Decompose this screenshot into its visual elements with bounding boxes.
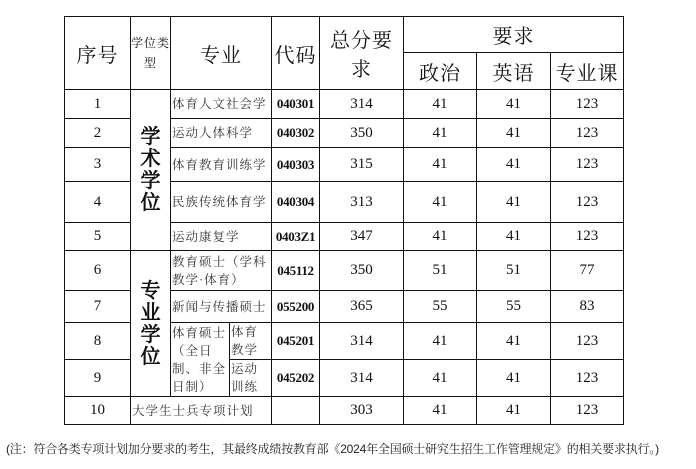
politics: 41 — [404, 223, 477, 251]
politics: 41 — [404, 323, 477, 360]
footnote: (注：符合各类专项计划加分要求的考生，其最终成绩按教育部《2024年全国硕士研究生招生工作管理规定》的相关要求执行。) — [6, 442, 659, 456]
code: 040304 — [272, 182, 320, 223]
row-index: 9 — [65, 360, 131, 397]
table-row — [65, 251, 624, 291]
english: 41 — [477, 223, 551, 251]
major: 体育教学 — [230, 323, 272, 360]
header-english: 英语 — [477, 53, 551, 90]
major: 运动人体科学 — [171, 119, 272, 148]
english: 41 — [477, 182, 551, 223]
major-group: 体育硕士（全日制、非全日制） — [171, 323, 230, 397]
english: 41 — [477, 119, 551, 148]
total: 347 — [320, 223, 404, 251]
politics: 51 — [404, 251, 477, 291]
politics: 41 — [404, 360, 477, 397]
major: 体育教育训练学 — [171, 148, 272, 182]
professional: 83 — [551, 291, 624, 323]
code: 040303 — [272, 148, 320, 182]
total: 350 — [320, 251, 404, 291]
code: 055200 — [272, 291, 320, 323]
header-requirements: 要求 — [404, 17, 624, 53]
code: 040302 — [272, 119, 320, 148]
professional: 123 — [551, 148, 624, 182]
major: 大学生士兵专项计划 — [131, 397, 272, 425]
english: 51 — [477, 251, 551, 291]
header-row — [65, 17, 624, 53]
politics: 41 — [404, 182, 477, 223]
row-index: 5 — [65, 223, 131, 251]
major: 教育硕士（学科教学·体育） — [171, 251, 272, 291]
major: 体育人文社会学 — [171, 90, 272, 119]
total: 350 — [320, 119, 404, 148]
code: 0403Z1 — [272, 223, 320, 251]
row-index: 7 — [65, 291, 131, 323]
major: 新闻与传播硕士 — [171, 291, 272, 323]
total: 365 — [320, 291, 404, 323]
major: 运动康复学 — [171, 223, 272, 251]
politics: 41 — [404, 397, 477, 425]
row-index: 3 — [65, 148, 131, 182]
english: 41 — [477, 397, 551, 425]
table-row — [65, 90, 624, 119]
total: 315 — [320, 148, 404, 182]
row-index: 1 — [65, 90, 131, 119]
code: 045201 — [272, 323, 320, 360]
code: 045112 — [272, 251, 320, 291]
professional: 123 — [551, 397, 624, 425]
major: 民族传统体育学 — [171, 182, 272, 223]
row-index: 10 — [65, 397, 131, 425]
total: 314 — [320, 323, 404, 360]
table-row — [65, 397, 624, 425]
politics: 41 — [404, 90, 477, 119]
professional: 123 — [551, 323, 624, 360]
total: 314 — [320, 360, 404, 397]
politics: 41 — [404, 119, 477, 148]
degree-type-academic: 学术学位 — [131, 90, 171, 251]
professional: 123 — [551, 360, 624, 397]
degree-type-professional: 专业学位 — [131, 251, 171, 397]
english: 41 — [477, 360, 551, 397]
row-index: 8 — [65, 323, 131, 360]
row-index: 4 — [65, 182, 131, 223]
professional: 123 — [551, 223, 624, 251]
major: 运动训练 — [230, 360, 272, 397]
total: 314 — [320, 90, 404, 119]
professional: 77 — [551, 251, 624, 291]
header-total: 总分要求 — [320, 17, 404, 90]
header-degree-type: 学位类型 — [131, 17, 171, 90]
english: 41 — [477, 90, 551, 119]
english: 55 — [477, 291, 551, 323]
code — [272, 397, 320, 425]
header-politics: 政治 — [404, 53, 477, 90]
code: 040301 — [272, 90, 320, 119]
row-index: 2 — [65, 119, 131, 148]
header-professional: 专业课 — [551, 53, 624, 90]
total: 303 — [320, 397, 404, 425]
header-index: 序号 — [65, 17, 131, 90]
professional: 123 — [551, 182, 624, 223]
politics: 41 — [404, 148, 477, 182]
total: 313 — [320, 182, 404, 223]
politics: 55 — [404, 291, 477, 323]
header-major: 专业 — [171, 17, 272, 90]
english: 41 — [477, 148, 551, 182]
code: 045202 — [272, 360, 320, 397]
professional: 123 — [551, 119, 624, 148]
admission-score-table — [64, 16, 624, 425]
professional: 123 — [551, 90, 624, 119]
header-code: 代码 — [272, 17, 320, 90]
english: 41 — [477, 323, 551, 360]
row-index: 6 — [65, 251, 131, 291]
